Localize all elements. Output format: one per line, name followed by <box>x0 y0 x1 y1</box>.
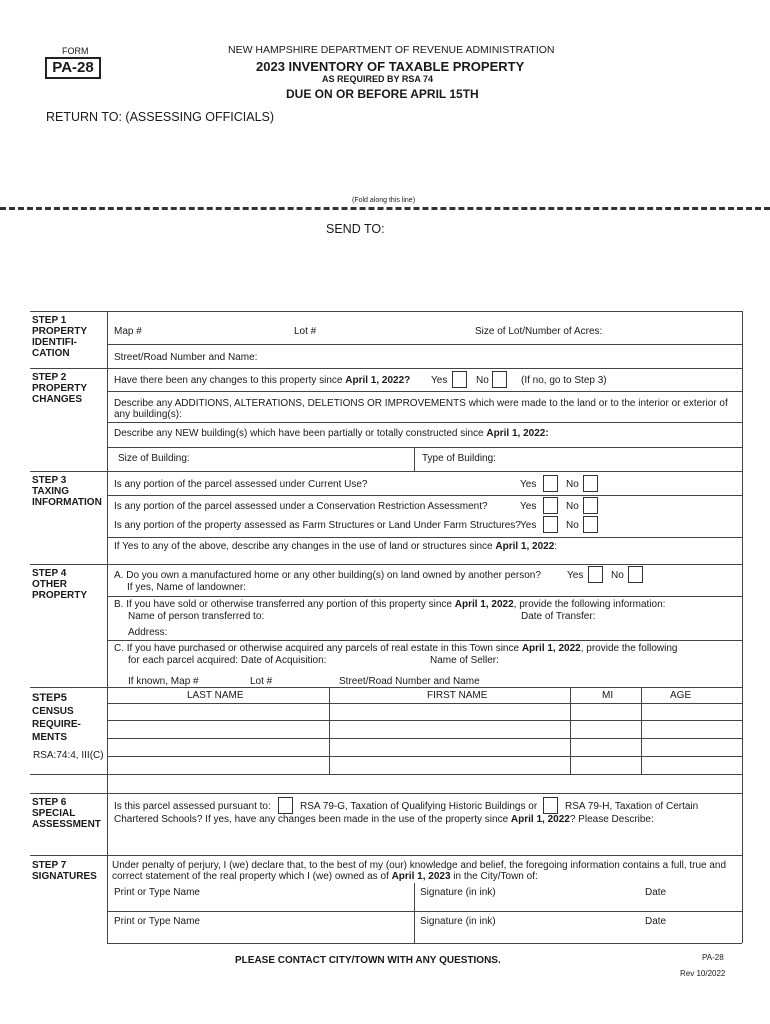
step2-size-building: Size of Building: <box>118 453 190 464</box>
page-subtitle: AS REQUIRED BY RSA 74 <box>322 74 434 84</box>
step6-label: STEP 6 SPECIAL ASSESSMENT <box>32 797 101 830</box>
census-col-mi: MI <box>602 690 614 701</box>
step1-size: Size of Lot/Number of Acres: <box>475 326 603 337</box>
step2-question-text: Have there been any changes to this property since <box>114 375 346 386</box>
form-right-border <box>742 311 743 943</box>
step3-q1-yes-checkbox[interactable] <box>543 475 558 492</box>
step4-c-lot: Lot # <box>250 676 273 687</box>
step6-line2-text: Chartered Schools? If yes, have any changes been made in the use of the property since <box>114 814 511 825</box>
step4-a-yes-label: Yes <box>567 570 584 581</box>
divider <box>30 471 742 472</box>
signature-ink-2[interactable]: Signature (in ink) <box>420 916 496 927</box>
step1-label: STEP 1 PROPERTY IDENTIFI- CATION <box>32 315 87 359</box>
step3-if-yes-text: If Yes to any of the above, describe any changes in the use of land or structures since <box>114 541 496 552</box>
divider <box>107 391 742 392</box>
divider <box>107 537 742 538</box>
census-col-age: AGE <box>670 690 692 701</box>
step4-b-name: Name of person transferred to: <box>128 611 265 622</box>
divider <box>30 855 742 856</box>
divider <box>107 911 742 912</box>
step4-c <box>114 643 677 654</box>
step4-c-street: Street/Road Number and Name <box>339 676 480 687</box>
footer-contact: PLEASE CONTACT CITY/TOWN WITH ANY QUESTIONS. <box>235 955 501 966</box>
step6-pre: Is this parcel assessed pursuant to: <box>114 801 271 812</box>
divider <box>107 640 742 641</box>
step2-describe-new-date: April 1, 2022: <box>486 428 549 439</box>
signature-ink-1[interactable]: Signature (in ink) <box>420 887 496 898</box>
fold-note: (Fold along this line) <box>352 197 416 204</box>
step2-type-building: Type of Building: <box>422 453 496 464</box>
step4-c-map: If known, Map # <box>128 676 199 687</box>
step3-q1-yes-label: Yes <box>520 479 537 490</box>
step6-opt2: RSA 79-H, Taxation of Certain <box>565 801 699 812</box>
due-date: DUE ON OR BEFORE APRIL 15TH <box>286 87 479 101</box>
step2-yes-checkbox[interactable] <box>452 371 467 388</box>
step5-label-step: STEP5 <box>32 692 67 704</box>
step4-b-address: Address: <box>128 627 168 638</box>
step4-b-date: April 1, 2022 <box>454 599 514 610</box>
step3-q3-no-label: No <box>566 520 579 531</box>
step2-describe-additions: Describe any ADDITIONS, ALTERATIONS, DELETIONS OR IMPROVEMENTS which were made to the land or to the interior or exterior of any building(s): <box>114 398 728 420</box>
signature-print-name-2[interactable]: Print or Type Name <box>114 916 200 927</box>
step2-describe-new <box>114 428 549 439</box>
step3-q1-no-checkbox[interactable] <box>583 475 598 492</box>
divider <box>107 447 742 448</box>
census-col-last-name: LAST NAME <box>187 690 244 701</box>
step1-lot: Lot # <box>294 326 317 337</box>
step4-c-text: C. If you have purchased or otherwise acquired any parcels of real estate in this Town since <box>114 643 522 654</box>
step3-q3-yes-checkbox[interactable] <box>543 516 558 533</box>
step3-q2-yes-label: Yes <box>520 501 537 512</box>
step2-yes-label: Yes <box>431 375 448 386</box>
step6-line2-date: April 1, 2022 <box>510 814 570 825</box>
signature-print-name-1[interactable]: Print or Type Name <box>114 887 200 898</box>
step4-a-yes-checkbox[interactable] <box>588 566 603 583</box>
footer-form-id: PA-28 <box>702 953 724 962</box>
step4-b-text: B. If you have sold or otherwise transferred any portion of this property since <box>114 599 455 610</box>
step7-declaration-text: correct statement of the real property which I (we) owned as of <box>112 871 392 882</box>
step6-rsa79h-checkbox[interactable] <box>543 797 558 814</box>
divider <box>30 564 742 565</box>
return-to: RETURN TO: (ASSESSING OFFICIALS) <box>46 110 275 124</box>
step2-question <box>114 375 410 386</box>
divider <box>107 495 742 496</box>
step4-label: STEP 4 OTHER PROPERTY <box>32 568 88 601</box>
step4-a: A. Do you own a manufactured home or any other building(s) on land owned by another person? <box>114 570 541 581</box>
form-top-border <box>30 311 742 312</box>
step5-label-census: CENSUS REQUIRE- MENTS <box>32 706 81 743</box>
step5-label <box>32 692 102 744</box>
step7-label: STEP 7 SIGNATURES <box>32 860 97 882</box>
census-row-line <box>30 774 742 775</box>
step3-q2-yes-checkbox[interactable] <box>543 497 558 514</box>
step2-question-date: April 1, 2022? <box>345 375 411 386</box>
divider <box>30 368 742 369</box>
step3-q2: Is any portion of the parcel assessed under a Conservation Restriction Assessment? <box>114 501 488 512</box>
step7-declaration-1: Under penalty of perjury, I (we) declare that, to the best of my (our) knowledge and belief, the foregoing information contains a full, true and <box>112 860 727 871</box>
census-col-line <box>570 687 571 774</box>
form-id-box: PA-28 <box>45 57 101 79</box>
send-to: SEND TO: <box>326 222 385 236</box>
step4-c-seller: Name of Seller: <box>430 655 499 666</box>
step4-b-date-transfer: Date of Transfer: <box>521 611 596 622</box>
census-col-line <box>329 687 330 774</box>
step3-if-yes <box>114 541 557 552</box>
census-col-first-name: FIRST NAME <box>427 690 488 701</box>
step5-rsa: RSA:74:4, III(C) <box>33 750 104 761</box>
step3-q1-no-label: No <box>566 479 579 490</box>
census-row-line <box>107 703 742 704</box>
divider <box>107 344 742 345</box>
form-bottom-border <box>107 943 742 944</box>
step7-declaration-post: in the City/Town of: <box>450 871 538 882</box>
step2-if-no: (If no, go to Step 3) <box>521 375 607 386</box>
divider <box>414 883 415 943</box>
step4-c-post: , provide the following <box>580 643 678 654</box>
divider <box>107 596 742 597</box>
form-word: FORM <box>62 46 89 56</box>
step2-no-checkbox[interactable] <box>492 371 507 388</box>
census-row-line <box>107 720 742 721</box>
step4-b-post: , provide the following information: <box>513 599 666 610</box>
step6-line2 <box>114 814 654 825</box>
step4-c-acquisition: for each parcel acquired: Date of Acquisition: <box>128 655 327 666</box>
census-row-line <box>107 738 742 739</box>
signature-date-1[interactable]: Date <box>645 887 667 898</box>
step3-q2-no-checkbox[interactable] <box>583 497 598 514</box>
divider <box>30 687 742 688</box>
step7-declaration-2 <box>112 871 538 882</box>
step3-label: STEP 3 TAXING INFORMATION <box>32 475 102 508</box>
census-row-line <box>107 756 742 757</box>
step4-c-date: April 1, 2022 <box>521 643 581 654</box>
step1-street: Street/Road Number and Name: <box>114 352 258 363</box>
signature-date-2[interactable]: Date <box>645 916 667 927</box>
step3-q3-yes-label: Yes <box>520 520 537 531</box>
step6-opt1: RSA 79-G, Taxation of Qualifying Historic Buildings or <box>300 801 538 812</box>
label-column-divider <box>107 311 108 943</box>
step3-if-yes-date: April 1, 2022 <box>495 541 555 552</box>
page-title: 2023 INVENTORY OF TAXABLE PROPERTY <box>256 59 525 74</box>
step6-rsa79g-checkbox[interactable] <box>278 797 293 814</box>
divider <box>414 447 415 471</box>
step3-if-yes-colon: : <box>554 541 558 552</box>
step6-line2-post: ? Please Describe: <box>569 814 654 825</box>
footer-revision: Rev 10/2022 <box>680 969 726 978</box>
fold-line <box>0 207 770 210</box>
step3-q3: Is any portion of the property assessed as Farm Structures or Land Under Farm Structures? <box>114 520 521 531</box>
step4-a-no-checkbox[interactable] <box>628 566 643 583</box>
step3-q2-no-label: No <box>566 501 579 512</box>
step4-b <box>114 599 665 610</box>
agency-name: NEW HAMPSHIRE DEPARTMENT OF REVENUE ADMINISTRATION <box>228 44 555 56</box>
step3-q3-no-checkbox[interactable] <box>583 516 598 533</box>
step4-a-landowner: If yes, Name of landowner: <box>127 582 246 593</box>
divider <box>30 793 742 794</box>
step1-map: Map # <box>114 326 142 337</box>
step2-describe-new-text: Describe any NEW building(s) which have been partially or totally constructed since <box>114 428 487 439</box>
divider <box>107 422 742 423</box>
step2-label: STEP 2 PROPERTY CHANGES <box>32 372 87 405</box>
census-col-line <box>641 687 642 774</box>
step4-a-no-label: No <box>611 570 624 581</box>
step3-q1: Is any portion of the parcel assessed under Current Use? <box>114 479 368 490</box>
step7-declaration-date: April 1, 2023 <box>391 871 451 882</box>
step2-no-label: No <box>476 375 489 386</box>
